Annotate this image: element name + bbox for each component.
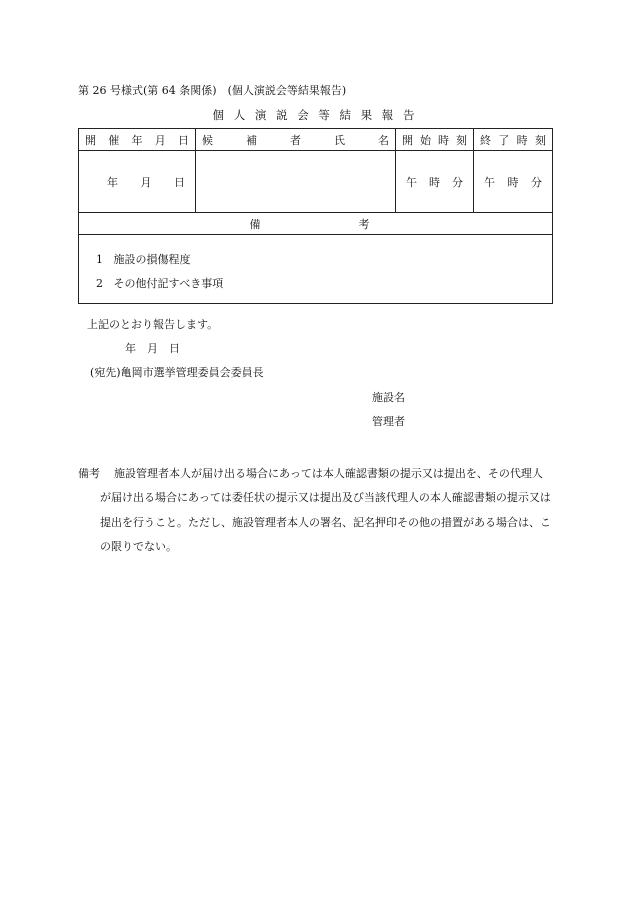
- header-start-time: 開 始 時 刻: [396, 129, 474, 151]
- remarks-label: 備考: [78, 467, 100, 480]
- end-time-field[interactable]: 午 時 分: [474, 151, 553, 213]
- notes-header-row: [79, 213, 553, 235]
- manager-label: 管理者: [372, 415, 405, 428]
- report-table: [78, 128, 553, 304]
- note-item: 2 その他付記すべき事項: [96, 277, 224, 290]
- candidate-name-field[interactable]: [196, 151, 396, 213]
- addressee: (宛先)亀岡市選挙管理委員会委員長: [90, 366, 264, 379]
- header-end-time: 終 了 時 刻: [474, 129, 553, 151]
- header-row: [79, 129, 553, 151]
- remarks-text: 施設管理者本人が届け出る場合にあっては本人確認書類の提示又は提出を、その代理人が届け出る場合にあっては委任状の提示又は提出及び当該代理人の本人確認書類の提示又は提出を行うこと。ただし、施設管理者本人の署名、記名押印その他の措置がある場合は、この限りでない。: [100, 467, 551, 553]
- facility-name-label: 施設名: [372, 391, 405, 404]
- form-heading: 第 26 号様式(第 64 条関係) (個人演説会等結果報告): [78, 84, 347, 97]
- remarks-block: [78, 462, 552, 559]
- report-date: 年 月 日: [125, 342, 180, 355]
- note-item: 1 施設の損傷程度: [96, 253, 191, 266]
- notes-field[interactable]: [79, 235, 553, 304]
- date-field[interactable]: 年 月 日: [79, 151, 196, 213]
- header-date: 開 催 年 月 日: [79, 129, 196, 151]
- value-row: [79, 151, 553, 213]
- notes-row: [79, 235, 553, 304]
- report-statement: 上記のとおり報告します。: [87, 318, 219, 331]
- notes-header: 備 考: [79, 213, 553, 235]
- start-time-field[interactable]: 午 時 分: [396, 151, 474, 213]
- page-title: 個 人 演 説 会 等 結 果 報 告: [212, 108, 418, 122]
- header-candidate-name: 候 補 者 氏 名: [196, 129, 396, 151]
